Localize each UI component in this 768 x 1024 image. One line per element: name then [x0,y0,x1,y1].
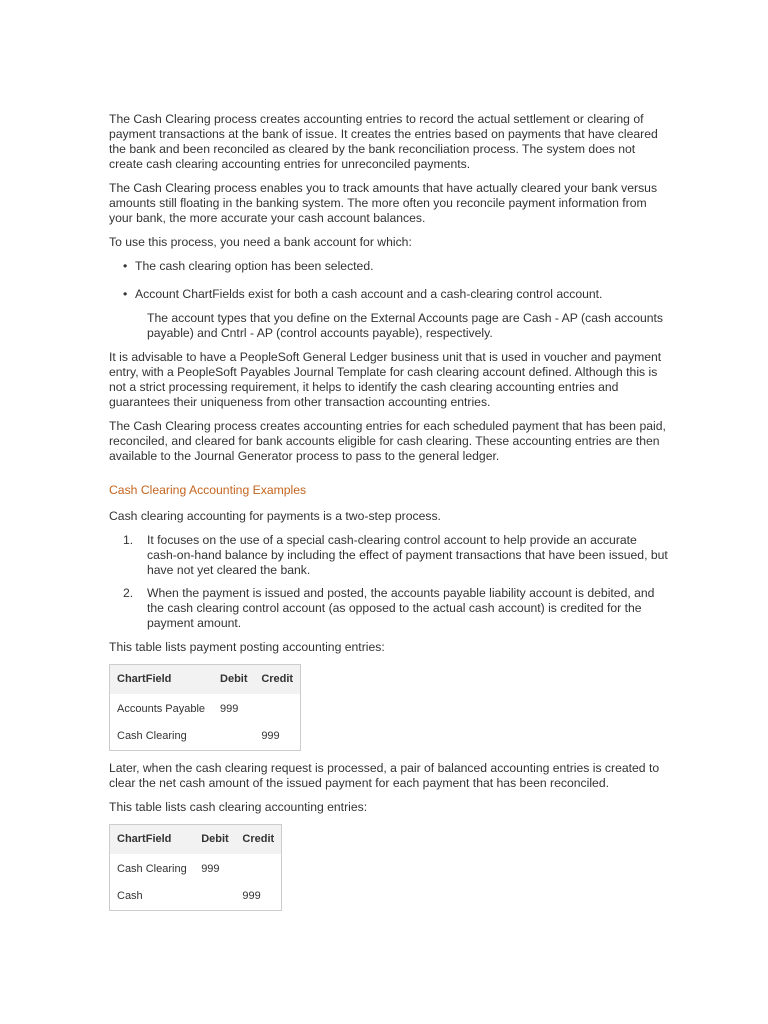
table-cell [254,694,300,723]
table-cell [194,883,235,911]
column-header: ChartField [110,665,214,695]
process-paragraph: The Cash Clearing process creates accounting entries for each scheduled payment that has been paid, reconciled, and cleared for bank accounts eligible for cash clearing. These accounting entries are then available to the Journal Generator process to pass to the general ledger. [109,419,666,463]
table-row [110,883,282,911]
step-number: 1. [123,533,134,547]
list-item [109,586,669,631]
list-item: • The cash clearing option has been selected. [109,259,669,274]
table-cell [235,854,281,883]
table2-intro: This table lists cash clearing accounting entries: [109,800,368,814]
cash-clearing-table [109,824,282,911]
table1-intro: This table lists payment posting accounting entries: [109,640,385,654]
section-intro: Cash clearing accounting for payments is a two-step process. [109,509,441,523]
requirements-paragraph: To use this process, you need a bank account for which: [109,235,412,249]
column-header: Credit [235,825,281,855]
table-cell: 999 [220,703,239,715]
table-cell: Cash [117,890,143,902]
table-cell: Accounts Payable [117,703,206,715]
section-heading: Cash Clearing Accounting Examples [109,483,307,497]
table-cell: Cash Clearing [117,863,187,875]
tracking-paragraph: The Cash Clearing process enables you to track amounts that have actually cleared your bank versus amounts still floating in the banking system. The more often you reconcile payment information from your bank, the more accurate your cash account balances. [109,181,658,225]
table-cell: 999 [242,890,261,902]
table-header-row [110,825,282,855]
document-body [109,112,669,921]
table-cell [213,723,254,751]
table-cell: 999 [261,730,280,742]
account-types-note: The account types that you define on the External Accounts page are Cash - AP (cash accounts payable) and Cntrl - AP (control accounts payable), respectively. [147,311,664,340]
steps-list [109,533,669,631]
intro-paragraph: The Cash Clearing process creates accounting entries to record the actual settlement or clearing of payment transactions at the bank of issue. It creates the entries based on payments that have cleared the bank and been reconciled as cleared by the bank reconciliation process. The system does not create cash clearing accounting entries for unreconciled payments. [109,112,658,171]
advisory-paragraph: It is advisable to have a PeopleSoft General Ledger business unit that is used in voucher and payment entry, with a PeopleSoft Payables Journal Template for cash clearing account defined. Although this is not a strict processing requirement, it helps to identify the cash clearing accounting entries and guarantees their uniqueness from other transaction accounting entries. [109,350,662,409]
table-cell: 999 [201,863,220,875]
requirements-list [109,259,669,302]
step-text: It focuses on the use of a special cash-clearing control account to help provide an accurate cash-on-hand balance by including the effect of payment transactions that have been issued, but have not yet cleared the bank. [147,533,668,577]
column-header: ChartField [110,825,195,855]
column-header: Credit [254,665,300,695]
list-item: • Account ChartFields exist for both a cash account and a cash-clearing control account. [109,287,669,302]
table-row [110,723,301,751]
payment-posting-table [109,664,301,751]
column-header: Debit [194,825,235,855]
step-number: 2. [123,586,134,600]
column-header: Debit [213,665,254,695]
table-row [110,854,282,883]
later-paragraph: Later, when the cash clearing request is processed, a pair of balanced accounting entries is created to clear the net cash amount of the issued payment for each payment that has been reconciled. [109,761,660,790]
step-text: When the payment is issued and posted, the accounts payable liability account is debited, and the cash clearing control account (as opposed to the actual cash account) is credited for the payment amount. [147,586,655,630]
table-row [110,694,301,723]
table-header-row [110,665,301,695]
list-item [109,533,669,578]
table-cell: Cash Clearing [117,730,187,742]
